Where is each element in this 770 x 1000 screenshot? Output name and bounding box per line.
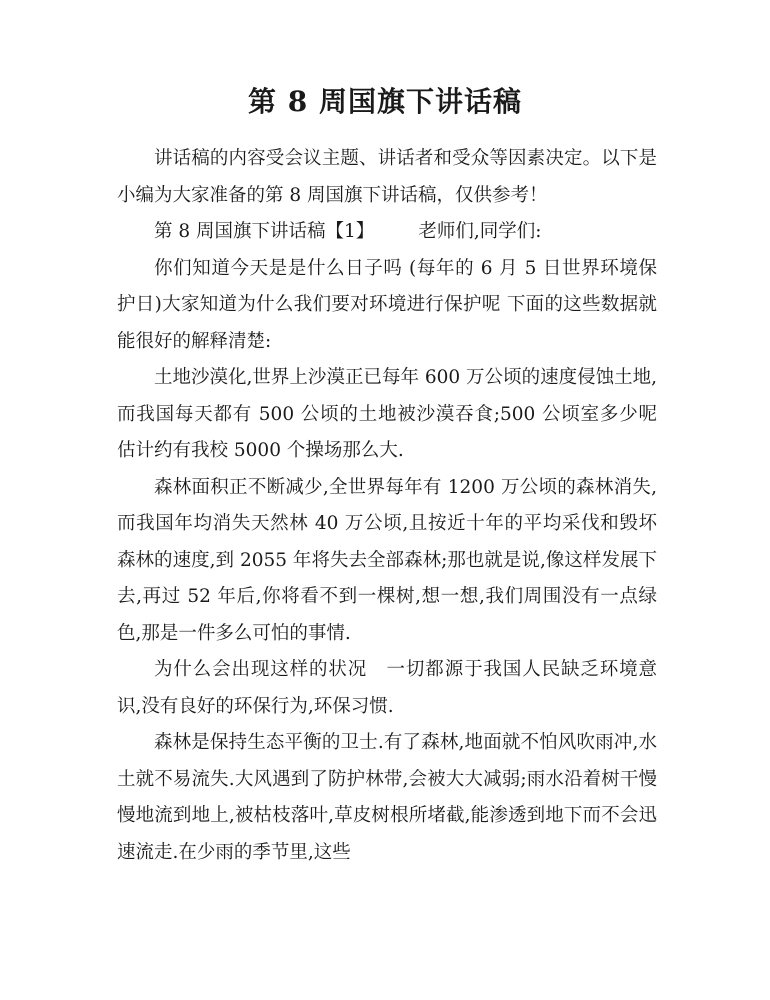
- body-paragraph: 森林是保持生态平衡的卫士.有了森林,地面就不怕风吹雨冲,水土就不易流失.大风遇到了防护林带,会被大大减弱;雨水沿着树干慢慢地流到地上,被枯枝落叶,草皮树根所堵截,能渗透到地下而不会迅速流走.在少雨的季节里,这些: [117, 732, 657, 863]
- document-title: 第 8 周国旗下讲话稿: [248, 85, 522, 118]
- body-paragraph: 为什么会出现这样的状况 一切都源于我国人民缺乏环境意识,没有良好的环保行为,环保习惯.: [117, 659, 657, 717]
- section-heading-line: [117, 214, 657, 251]
- greeting: 老师们,同学们:: [418, 221, 542, 242]
- body-paragraph: 你们知道今天是是什么日子吗 (每年的 6 月 5 日世界环境保护日)大家知道为什么我们要对环境进行保护呢 下面的这些数据就能很好的解释清楚:: [117, 257, 657, 352]
- section-heading: 第 8 周国旗下讲话稿【1】: [154, 221, 375, 242]
- body-paragraph: 森林面积正不断减少,全世界每年有 1200 万公顷的森林消失,而我国年均消失天然林 40 万公顷,且按近十年的平均采伐和毁坏森林的速度,到 2055 年将失去全部森林;那也就是说,像这样发展下去,再过 52 年后,你将看不到一棵树,想一想,我们周围没有一点绿色,那是一件多么可怕的事情.: [117, 476, 657, 644]
- document-body: [117, 141, 657, 871]
- body-paragraph: 土地沙漠化,世界上沙漠正已每年 600 万公顷的速度侵蚀土地,而我国每天都有 500 公顷的土地被沙漠吞食;500 公顷室多少呢 估计约有我校 5000 个操场那么大.: [117, 367, 657, 461]
- intro-paragraph: 讲话稿的内容受会议主题、讲话者和受众等因素决定。以下是小编为大家准备的第 8 周国旗下讲话稿，仅供参考！: [117, 148, 657, 206]
